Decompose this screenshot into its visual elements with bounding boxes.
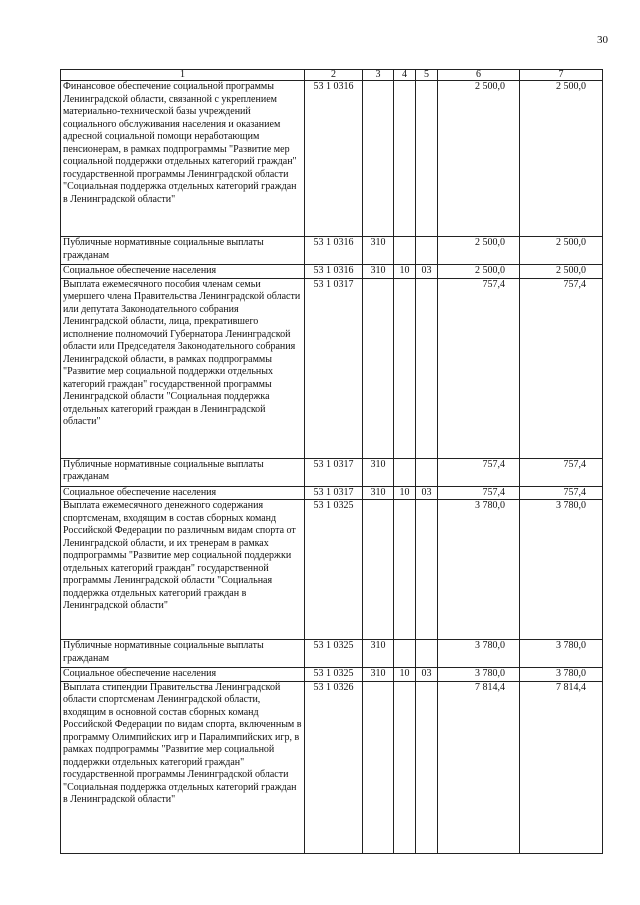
table-row xyxy=(61,237,603,265)
row-code: 53 1 0325 xyxy=(305,500,363,640)
row-name: Публичные нормативные социальные выплаты гражданам xyxy=(61,237,305,265)
row-col3: 310 xyxy=(363,668,394,682)
header-row xyxy=(61,70,603,81)
row-value-6: 2 500,0 xyxy=(438,81,520,237)
header-cell: 7 xyxy=(520,70,603,81)
row-value-7: 2 500,0 xyxy=(520,81,603,237)
row-col3 xyxy=(363,278,394,458)
table-row xyxy=(61,500,603,640)
row-code: 53 1 0317 xyxy=(305,458,363,486)
row-col4 xyxy=(394,458,416,486)
table-row xyxy=(61,278,603,458)
row-col5 xyxy=(416,640,438,668)
header-cell: 5 xyxy=(416,70,438,81)
row-value-6: 2 500,0 xyxy=(438,237,520,265)
row-col3 xyxy=(363,81,394,237)
row-col4 xyxy=(394,500,416,640)
row-col3: 310 xyxy=(363,265,394,279)
row-col3: 310 xyxy=(363,458,394,486)
table-row xyxy=(61,681,603,853)
row-value-6: 757,4 xyxy=(438,458,520,486)
header-cell: 2 xyxy=(305,70,363,81)
budget-table xyxy=(60,69,603,854)
row-col3: 310 xyxy=(363,486,394,500)
row-col5: 03 xyxy=(416,668,438,682)
row-code: 53 1 0325 xyxy=(305,668,363,682)
row-value-6: 7 814,4 xyxy=(438,681,520,853)
header-cell: 1 xyxy=(61,70,305,81)
row-col5 xyxy=(416,681,438,853)
row-col4: 10 xyxy=(394,486,416,500)
table-row xyxy=(61,81,603,237)
row-name: Выплата ежемесячного пособия членам семьи умершего члена Правительства Ленинградской области или депутата Законодательного собрания Ленинградской области, лица, прекратившего исполнение полномочий Губернатора Ленинградской области или Председателя Законодательного собрания Ленинградской области, в рамках подпрограммы "Развитие мер социальной поддержки отдельных категорий граждан" государственной программы Ленинградской области "Социальная поддержка отдельных категорий граждан в Ленинградской области" xyxy=(61,278,305,458)
row-col4 xyxy=(394,237,416,265)
row-value-7: 7 814,4 xyxy=(520,681,603,853)
row-value-7: 3 780,0 xyxy=(520,500,603,640)
row-code: 53 1 0316 xyxy=(305,237,363,265)
row-code: 53 1 0317 xyxy=(305,278,363,458)
row-value-7: 757,4 xyxy=(520,278,603,458)
row-col5 xyxy=(416,458,438,486)
row-value-6: 757,4 xyxy=(438,486,520,500)
row-name: Выплата ежемесячного денежного содержания спортсменам, входящим в состав сборных команд Российской Федерации по различным видам спорта от Ленинградской области, и их тренерам в рамках подпрограммы "Развитие мер социальной поддержки отдельных категорий граждан" государственной программы Ленинградской области "Социальная поддержка отдельных категорий граждан в Ленинградской области" xyxy=(61,500,305,640)
row-name: Финансовое обеспечение социальной программы Ленинградской области, связанной с укреплением материально-технической базы учреждений социального обслуживания населения и оказанием адресной социальной помощи неработающим пенсионерам, в рамках подпрограммы "Развитие мер социальной поддержки отдельных категорий граждан" государственной программы Ленинградской области "Социальная поддержка отдельных категорий граждан в Ленинградской области" xyxy=(61,81,305,237)
row-col5: 03 xyxy=(416,486,438,500)
row-name: Публичные нормативные социальные выплаты гражданам xyxy=(61,640,305,668)
row-value-6: 3 780,0 xyxy=(438,500,520,640)
row-value-7: 2 500,0 xyxy=(520,265,603,279)
page-number: 30 xyxy=(597,34,608,46)
row-value-6: 3 780,0 xyxy=(438,668,520,682)
row-col4: 10 xyxy=(394,668,416,682)
row-value-6: 2 500,0 xyxy=(438,265,520,279)
table-row xyxy=(61,458,603,486)
row-col3 xyxy=(363,681,394,853)
row-name: Социальное обеспечение населения xyxy=(61,486,305,500)
row-name: Социальное обеспечение населения xyxy=(61,668,305,682)
row-name: Публичные нормативные социальные выплаты гражданам xyxy=(61,458,305,486)
header-cell: 3 xyxy=(363,70,394,81)
row-code: 53 1 0326 xyxy=(305,681,363,853)
table-row xyxy=(61,640,603,668)
row-value-7: 3 780,0 xyxy=(520,668,603,682)
row-col5 xyxy=(416,278,438,458)
row-code: 53 1 0316 xyxy=(305,265,363,279)
header-cell: 4 xyxy=(394,70,416,81)
row-col4 xyxy=(394,278,416,458)
row-code: 53 1 0325 xyxy=(305,640,363,668)
row-value-7: 3 780,0 xyxy=(520,640,603,668)
row-name: Выплата стипендии Правительства Ленинградской области спортсменам Ленинградской области, входящим в основной состав сборных команд Российской Федерации по видам спорта, включенным в программу Олимпийских игр и Паралимпийских игр, в рамках подпрограммы "Развитие мер социальной поддержки отдельных категорий граждан" государственной программы Ленинградской области "Социальная поддержка отдельных категорий граждан в Ленинградской области" xyxy=(61,681,305,853)
row-code: 53 1 0316 xyxy=(305,81,363,237)
header-cell: 6 xyxy=(438,70,520,81)
row-col5 xyxy=(416,237,438,265)
row-col5: 03 xyxy=(416,265,438,279)
row-col3 xyxy=(363,500,394,640)
row-col4: 10 xyxy=(394,265,416,279)
row-value-7: 757,4 xyxy=(520,458,603,486)
row-value-7: 757,4 xyxy=(520,486,603,500)
table-row xyxy=(61,265,603,279)
row-value-6: 3 780,0 xyxy=(438,640,520,668)
row-col5 xyxy=(416,81,438,237)
row-col5 xyxy=(416,500,438,640)
row-value-7: 2 500,0 xyxy=(520,237,603,265)
row-col4 xyxy=(394,81,416,237)
row-col3: 310 xyxy=(363,640,394,668)
row-code: 53 1 0317 xyxy=(305,486,363,500)
table-row xyxy=(61,486,603,500)
row-col3: 310 xyxy=(363,237,394,265)
row-value-6: 757,4 xyxy=(438,278,520,458)
row-name: Социальное обеспечение населения xyxy=(61,265,305,279)
row-col4 xyxy=(394,640,416,668)
row-col4 xyxy=(394,681,416,853)
table-row xyxy=(61,668,603,682)
